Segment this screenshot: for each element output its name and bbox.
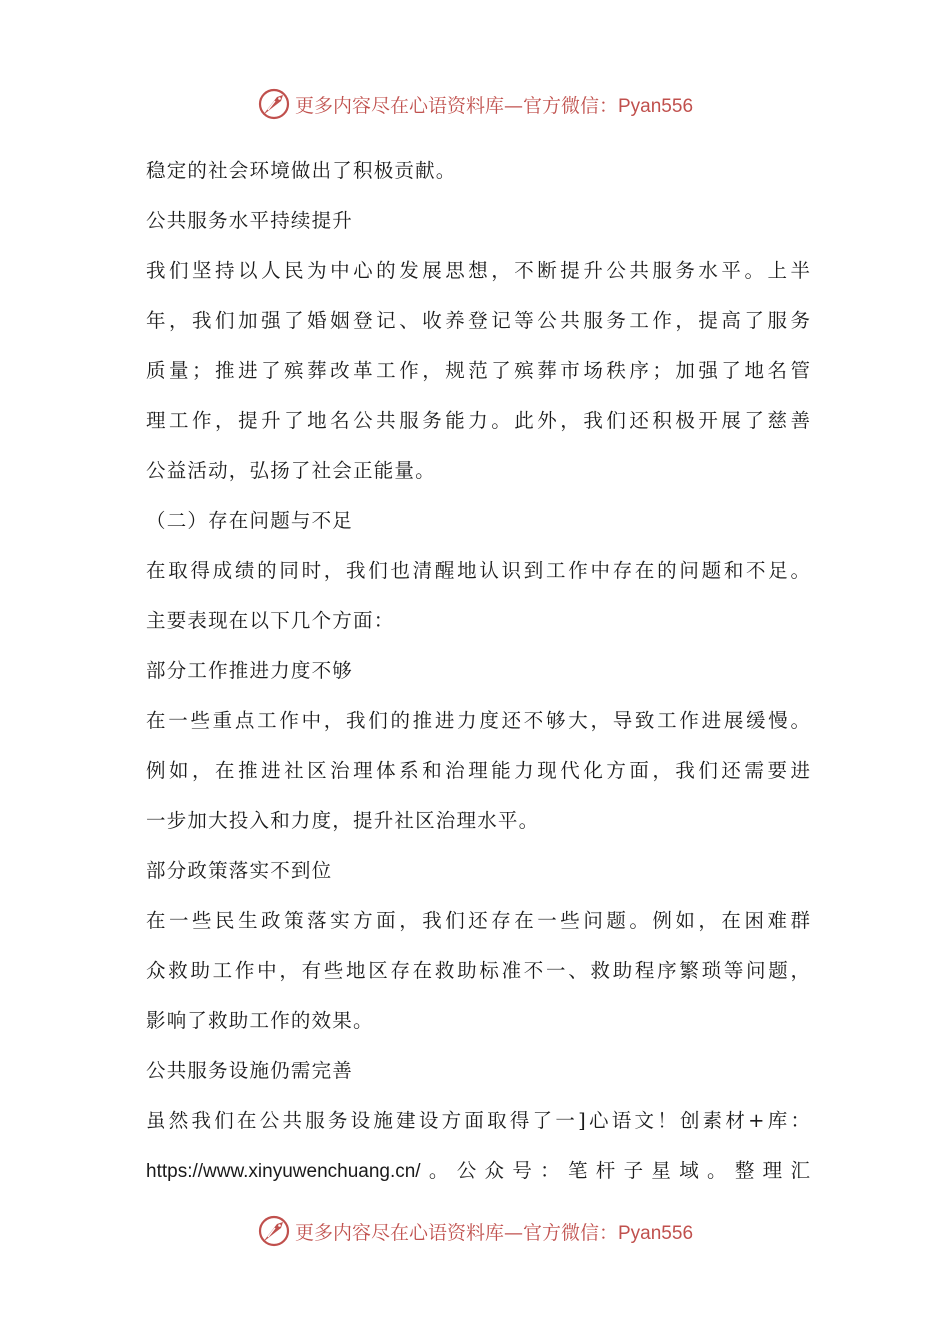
text-line: 在取得成绩的同时，我们也清醒地认识到工作中存在的问题和不足。: [146, 559, 810, 582]
text-line: 影响了救助工作的效果。: [146, 1009, 374, 1032]
section-heading: （二）存在问题与不足: [146, 509, 354, 532]
text-line-rest: 。公众号：笔杆子星域。整理汇: [420, 1159, 810, 1182]
footer-banner: [0, 1209, 950, 1253]
section-heading: 公共服务设施仍需完善: [146, 1059, 354, 1082]
document-body: [146, 146, 810, 1196]
text-line: 众救助工作中，有些地区存在救助标准不一、救助程序繁琐等问题，: [146, 959, 810, 982]
text-line: 主要表现在以下几个方面：: [146, 609, 395, 632]
footer-banner-text: 更多内容尽在心语资料库—官方微信：Pyan556: [294, 1221, 694, 1244]
text-line: 例如，在推进社区治理体系和治理能力现代化方面，我们还需要进: [146, 759, 810, 782]
text-line: 公益活动，弘扬了社会正能量。: [146, 459, 436, 482]
header-banner: [0, 82, 950, 126]
text-line: 一步加大投入和力度，提升社区治理水平。: [146, 809, 540, 832]
text-line: 在一些民生政策落实方面，我们还存在一些问题。例如，在困难群: [146, 909, 810, 932]
text-line-with-url: [146, 1146, 810, 1196]
text-line: 虽然我们在公共服务设施建设方面取得了一]心语文！创素材+库：: [146, 1109, 810, 1132]
section-heading: 部分政策落实不到位: [146, 859, 333, 882]
footer-wechat-id: Pyan556: [618, 1222, 694, 1244]
section-heading: 部分工作推进力度不够: [146, 659, 354, 682]
header-banner-text: 更多内容尽在心语资料库—官方微信：Pyan556: [294, 94, 694, 117]
pen-nib-logo-icon: [257, 87, 291, 121]
section-heading: 公共服务水平持续提升: [146, 209, 354, 232]
text-line: 理工作，提升了地名公共服务能力。此外，我们还积极开展了慈善: [146, 409, 810, 432]
text-line: 在一些重点工作中，我们的推进力度还不够大，导致工作进展缓慢。: [146, 709, 810, 732]
text-line: 稳定的社会环境做出了积极贡献。: [146, 159, 457, 182]
pen-nib-logo-icon: [257, 1214, 291, 1248]
text-line: 质量；推进了殡葬改革工作，规范了殡葬市场秩序；加强了地名管: [146, 359, 810, 382]
text-line: 年，我们加强了婚姻登记、收养登记等公共服务工作，提高了服务: [146, 309, 810, 332]
text-line: 我们坚持以人民为中心的发展思想，不断提升公共服务水平。上半: [146, 259, 810, 282]
header-wechat-id: Pyan556: [618, 95, 694, 117]
website-url[interactable]: https://www.xinyuwenchuang.cn/: [146, 1161, 421, 1182]
